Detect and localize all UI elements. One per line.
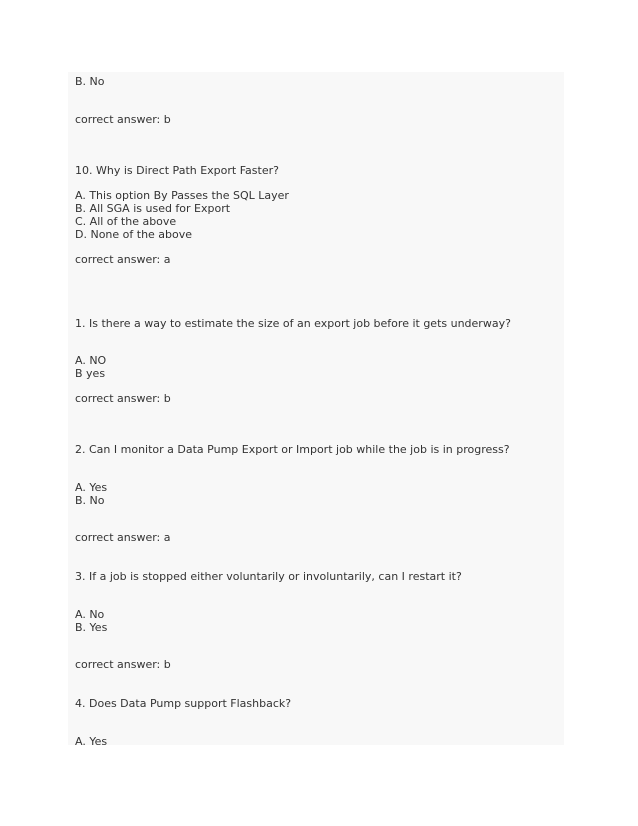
q10-correct-answer: correct answer: a <box>75 253 171 266</box>
q2-option-b: B. No <box>75 494 105 507</box>
q3-correct-answer: correct answer: b <box>75 658 171 671</box>
q10-option-d: D. None of the above <box>75 228 193 241</box>
q10-option-a: A. This option By Passes the SQL Layer <box>75 189 289 202</box>
q1-correct-answer: correct answer: b <box>75 392 171 405</box>
q1-option-a: A. NO <box>75 354 107 367</box>
q2-option-a: A. Yes <box>75 481 108 494</box>
q10-option-b: B. All SGA is used for Export <box>75 202 231 215</box>
q3-option-b: B. Yes <box>75 621 108 634</box>
q3-option-a: A. No <box>75 608 105 621</box>
option-b-prev: B. No <box>75 75 105 88</box>
question-2: 2. Can I monitor a Data Pump Export or Import job while the job is in progress? <box>75 443 510 456</box>
question-1: 1. Is there a way to estimate the size of an export job before it gets underway? <box>75 317 511 330</box>
question-4: 4. Does Data Pump support Flashback? <box>75 697 292 710</box>
question-3: 3. If a job is stopped either voluntarily or involuntarily, can I restart it? <box>75 570 462 583</box>
q1-option-b: B yes <box>75 367 106 380</box>
correct-answer-prev: correct answer: b <box>75 113 171 126</box>
q4-option-a: A. Yes <box>75 735 108 748</box>
q2-correct-answer: correct answer: a <box>75 531 171 544</box>
q10-option-c: C. All of the above <box>75 215 177 228</box>
question-10: 10. Why is Direct Path Export Faster? <box>75 164 279 177</box>
